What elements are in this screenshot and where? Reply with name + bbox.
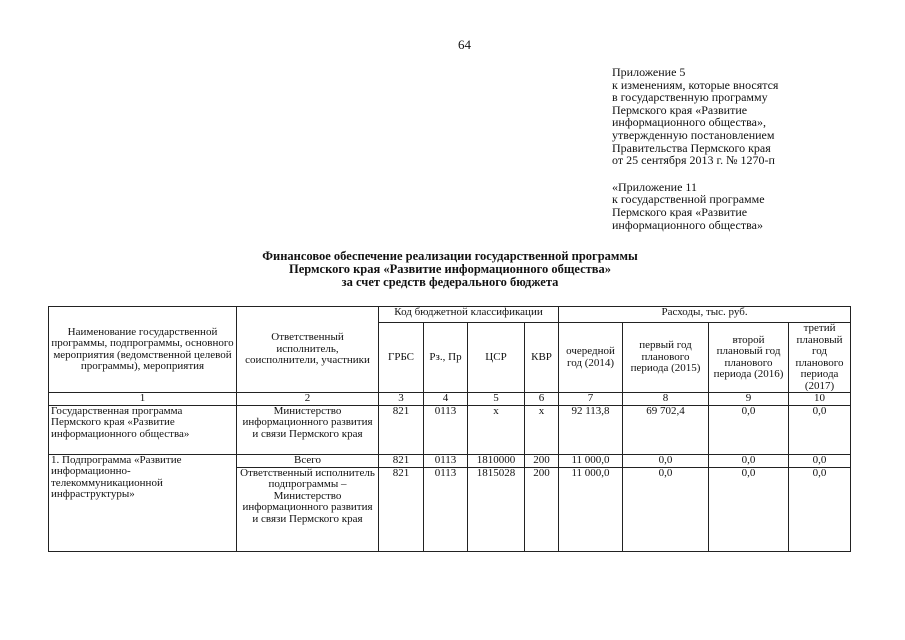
row-rz-pr: 0113	[424, 467, 468, 551]
column-number: 2	[237, 393, 379, 406]
header-budget-code: Код бюджетной классификации	[379, 307, 559, 323]
header-rz-pr: Рз., Пр	[424, 323, 468, 393]
row-year-2015: 69 702,4	[623, 405, 709, 454]
header-year-2015: первый год планового периода (2015)	[623, 323, 709, 393]
document-title	[120, 250, 780, 289]
header-year-2014: очередной год (2014)	[559, 323, 623, 393]
appendix-line: к изменениям, которые вносятся	[612, 77, 779, 92]
row-executor: Всего	[237, 454, 379, 467]
row-grbs: 821	[379, 467, 424, 551]
row-name: Государственная программа Пермского края «Развитие информационного общества»	[49, 405, 237, 454]
row-year-2015: 0,0	[623, 467, 709, 551]
column-number: 3	[379, 393, 424, 406]
row-kvr: х	[525, 405, 559, 454]
column-number: 9	[709, 393, 789, 406]
appendix-line: утвержденную постановлением	[612, 127, 775, 142]
header-year-2017: третий плановый год планового периода (2017)	[789, 323, 851, 393]
table-row	[49, 405, 851, 454]
row-csr: 1810000	[468, 454, 525, 467]
column-number: 10	[789, 393, 851, 406]
row-year-2016: 0,0	[709, 467, 789, 551]
row-year-2014: 11 000,0	[559, 454, 623, 467]
row-csr: 1815028	[468, 467, 525, 551]
column-number: 1	[49, 393, 237, 406]
header-row	[49, 307, 851, 323]
column-number: 6	[525, 393, 559, 406]
column-number: 8	[623, 393, 709, 406]
title-line: за счет средств федерального бюджета	[341, 275, 559, 289]
column-number-row	[49, 393, 851, 406]
appendix-line: Правительства Пермского края	[612, 140, 771, 155]
appendix-block-1	[612, 66, 778, 167]
column-number: 7	[559, 393, 623, 406]
header-year-2016: второй плановый год планового периода (2016)	[709, 323, 789, 393]
column-number: 4	[424, 393, 468, 406]
header-grbs: ГРБС	[379, 323, 424, 393]
row-name: 1. Подпрограмма «Развитие информационно-телекоммуникационной инфраструктуры»	[49, 454, 237, 551]
appendix-line: в государственную программу	[612, 90, 768, 105]
row-year-2016: 0,0	[709, 405, 789, 454]
row-year-2016: 0,0	[709, 454, 789, 467]
title-line: Финансовое обеспечение реализации государственной программы	[262, 249, 638, 263]
row-grbs: 821	[379, 454, 424, 467]
title-line: Пермского края «Развитие информационного общества»	[288, 262, 612, 276]
appendix-line: информационного общества»	[612, 217, 763, 232]
appendix-line: Пермского края «Развитие	[612, 102, 748, 117]
row-grbs: 821	[379, 405, 424, 454]
appendix-block-2	[612, 181, 778, 231]
table-row	[49, 454, 851, 467]
row-executor: Ответственный исполнитель подпрограммы – Министерство информационного развития и связи Пермского края	[237, 467, 379, 551]
financing-table	[48, 306, 851, 552]
header-csr: ЦСР	[468, 323, 525, 393]
row-year-2017: 0,0	[789, 467, 851, 551]
header-expenses: Расходы, тыс. руб.	[559, 307, 851, 323]
row-year-2015: 0,0	[623, 454, 709, 467]
row-csr: х	[468, 405, 525, 454]
appendix-line: Приложение 5	[612, 65, 686, 79]
row-rz-pr: 0113	[424, 454, 468, 467]
header-kvr: КВР	[525, 323, 559, 393]
appendix-line: Пермского края «Развитие	[612, 204, 748, 219]
appendix-line: от 25 сентября 2013 г. № 1270-п	[612, 153, 775, 168]
row-year-2017: 0,0	[789, 454, 851, 467]
row-year-2014: 11 000,0	[559, 467, 623, 551]
appendix-line: информационного общества»,	[612, 115, 766, 130]
page-number: 64	[458, 37, 471, 52]
row-year-2017: 0,0	[789, 405, 851, 454]
header-name: Наименование государственной программы, подпрограммы, основного мероприятия (ведомственной целевой программы), мероприятия	[49, 307, 237, 393]
header-executor: Ответственный исполнитель, соисполнители, участники	[237, 307, 379, 393]
appendix-header	[612, 66, 778, 231]
row-executor: Министерство информационного развития и связи Пермского края	[237, 405, 379, 454]
row-year-2014: 92 113,8	[559, 405, 623, 454]
appendix-line: к государственной программе	[612, 192, 765, 207]
row-kvr: 200	[525, 467, 559, 551]
appendix-line: «Приложение 11	[612, 179, 697, 194]
column-number: 5	[468, 393, 525, 406]
row-kvr: 200	[525, 454, 559, 467]
row-rz-pr: 0113	[424, 405, 468, 454]
